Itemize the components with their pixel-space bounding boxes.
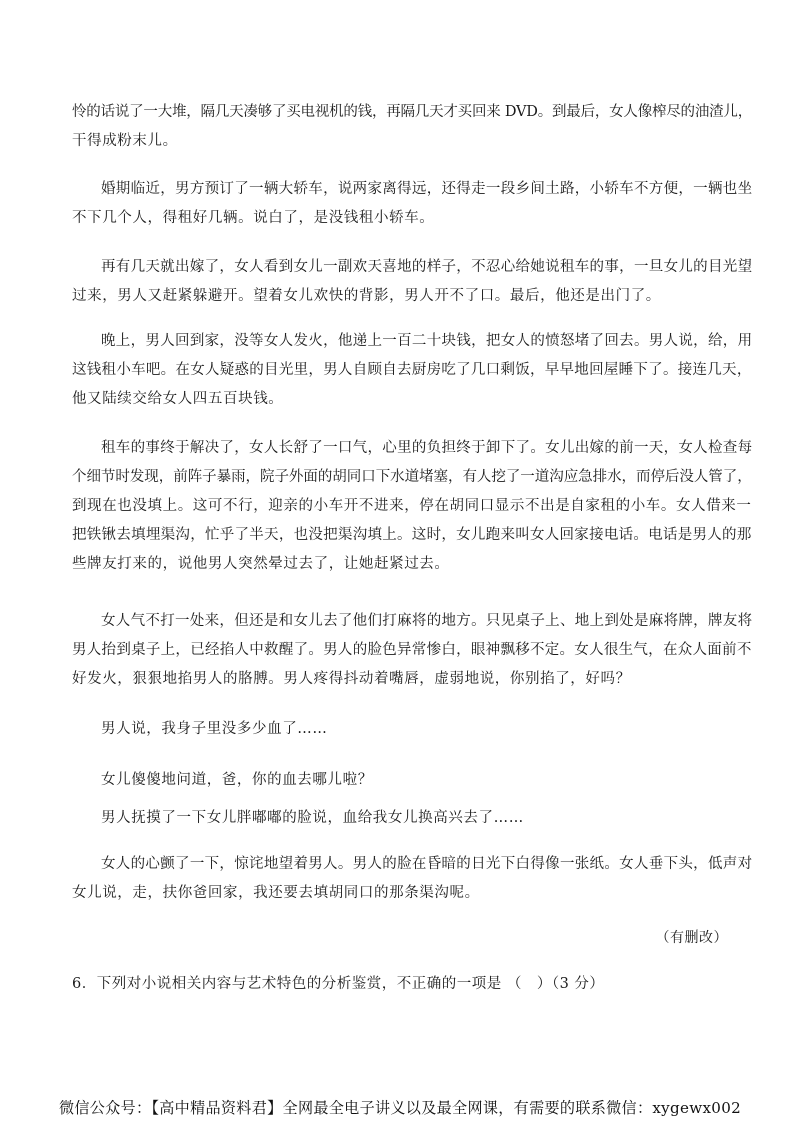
footer-watermark: 微信公众号：【高中精品资料君】全网最全电子讲义以及最全网课，有需要的联系微信：xygewx002: [58, 1099, 742, 1117]
paragraph-line: 些牌友打来的，说他男人突然晕过去了，让她赶紧过去。: [72, 556, 450, 572]
paragraph-line: 女人气不打一处来，但还是和女儿去了他们打麻将的地方。只见桌子上、地上到处是麻将牌，牌友将: [101, 613, 753, 629]
paragraph-line: 再有几天就出嫁了，女人看到女儿一副欢天喜地的样子，不忍心给她说租车的事，一旦女儿的目光望: [101, 259, 753, 275]
story-paragraph: [72, 607, 752, 694]
paragraph-line: 个细节时发现，前阵子暴雨，院子外面的胡同口下水道堵塞，有人挖了一道沟应急排水，而停后没人管了，: [72, 469, 752, 485]
paragraph-line: 把铁锹去填埋渠沟，忙乎了半天，也没把渠沟填上。这时，女儿跑来叫女人回家接电话。电话是男人的那: [72, 527, 752, 543]
story-paragraph: [72, 98, 752, 156]
question-6: 6．下列对小说相关内容与艺术特色的分析鉴赏，不正确的一项是 （ ）（3 分）: [72, 976, 605, 992]
paragraph-line: 女儿傻傻地问道，爸，你的血去哪儿啦？: [101, 772, 373, 788]
story-paragraph: [72, 175, 752, 233]
paragraph-line: 干得成粉末儿。: [72, 133, 178, 149]
paragraph-line: 租车的事终于解决了，女人长舒了一口气，心里的负担终于卸下了。女儿出嫁的前一天，女人检查每: [101, 440, 753, 456]
paragraph-line: 晚上，男人回到家，没等女人发火，他递上一百二十块钱，把女人的愤怒堵了回去。男人说，给，用: [101, 333, 753, 349]
paragraph-line: 好发火，狠狠地掐男人的胳膊。男人疼得抖动着嘴唇，虚弱地说，你别掐了，好吗？: [72, 671, 631, 687]
paragraph-line: 他又陆续交给女人四五百块钱。: [72, 391, 284, 407]
paragraph-line: 怜的话说了一大堆，隔几天凑够了买电视机的钱，再隔几天才买回来 DVD。到最后，女人像榨尽的油渣儿，: [72, 104, 752, 120]
story-paragraph: [72, 766, 752, 795]
story-paragraph: [72, 850, 752, 908]
paragraph-line: 男人说，我身子里没多少血了……: [101, 721, 328, 737]
paragraph-line: 女人的心颤了一下，惊诧地望着男人。男人的脸在昏暗的日光下白得像一张纸。女人垂下头，低声对: [101, 856, 753, 872]
paragraph-line: 男人抬到桌子上，已经掐人中救醒了。男人的脸色异常惨白，眼神飘移不定。女人很生气，在众人面前不: [72, 642, 752, 658]
source-note: （有删改）: [655, 930, 728, 946]
paragraph-line: 女儿说，走，扶你爸回家，我还要去填胡同口的那条渠沟呢。: [72, 885, 480, 901]
paragraph-line: 过来，男人又赶紧躲避开。望着女儿欢快的背影，男人开不了口。最后，他还是出门了。: [72, 288, 661, 304]
story-paragraph: [72, 253, 752, 311]
story-paragraph: [72, 434, 752, 579]
paragraph-line: 这钱租小车吧。在女人疑惑的目光里，男人自顾自去厨房吃了几口剩饭，早早地回屋睡下了。接连几天，: [72, 362, 752, 378]
story-paragraph: [72, 804, 752, 833]
story-paragraph: [72, 327, 752, 414]
paragraph-line: 男人抚摸了一下女儿胖嘟嘟的脸说，血给我女儿换高兴去了……: [101, 810, 524, 826]
paragraph-line: 不下几个人，得租好几辆。说白了，是没钱租小轿车。: [72, 210, 435, 226]
paragraph-line: 到现在也没填上。这可不行，迎亲的小车开不进来，停在胡同口显示不出是自家租的小车。女人借来一: [72, 498, 752, 514]
paragraph-line: 婚期临近，男方预订了一辆大轿车，说两家离得远，还得走一段乡间土路，小轿车不方便，一辆也坐: [101, 181, 753, 197]
story-paragraph: [72, 715, 752, 744]
